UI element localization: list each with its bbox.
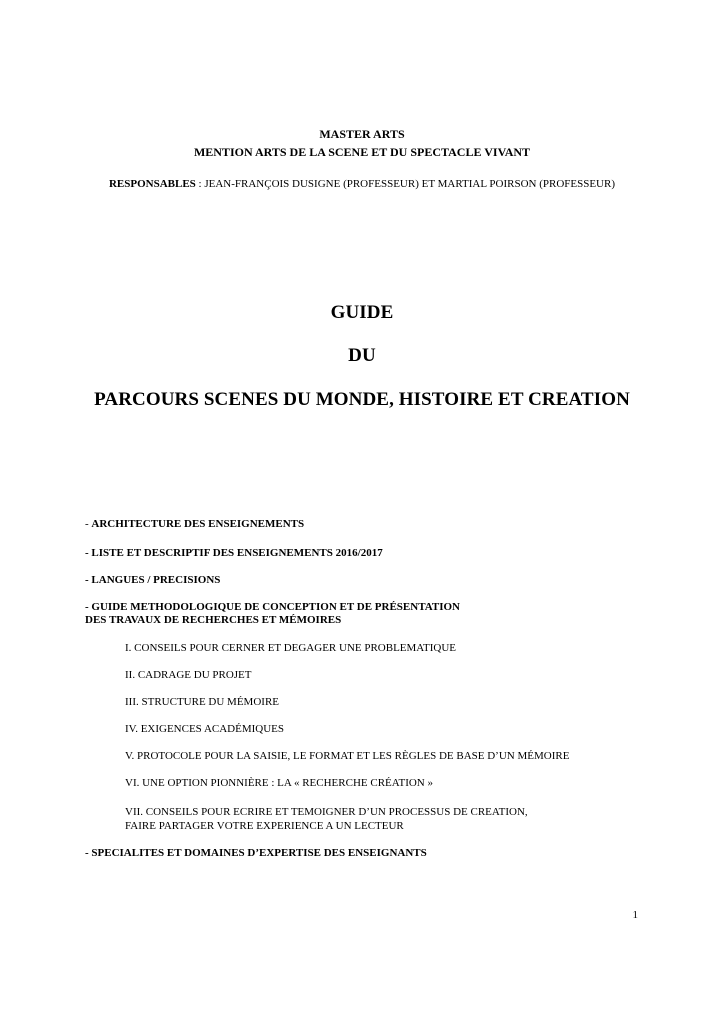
responsables-text: : JEAN-FRANÇOIS DUSIGNE (PROFESSEUR) ET MARTIAL POIRSON (PROFESSEUR) xyxy=(195,178,616,190)
responsables-line xyxy=(0,178,724,190)
toc-subitem-7-line1: VII. CONSEILS POUR ECRIRE ET TEMOIGNER D’UN PROCESSUS DE CREATION, xyxy=(125,806,528,818)
toc-item-specialites: - SPECIALITES ET DOMAINES D’EXPERTISE DES ENSEIGNANTS xyxy=(85,847,427,859)
toc-subitem-3: III. STRUCTURE DU MÉMOIRE xyxy=(125,696,279,708)
responsables-label: RESPONSABLES xyxy=(108,178,196,190)
page-number: 1 xyxy=(632,909,638,921)
title-guide: GUIDE xyxy=(330,302,394,323)
toc-item-guide-line1: - GUIDE METHODOLOGIQUE DE CONCEPTION ET DE PRÉSENTATION xyxy=(85,601,460,613)
toc-item-guide-line2: DES TRAVAUX DE RECHERCHES ET MÉMOIRES xyxy=(85,614,342,626)
toc-subitem-5: V. PROTOCOLE POUR LA SAISIE, LE FORMAT ET LES RÈGLES DE BASE D’UN MÉMOIRE xyxy=(125,750,570,762)
title-du: DU xyxy=(348,345,376,366)
toc-item-liste: - LISTE ET DESCRIPTIF DES ENSEIGNEMENTS 2016/2017 xyxy=(85,547,383,559)
toc-item-architecture xyxy=(85,518,304,530)
toc-subitem-4: IV. EXIGENCES ACADÉMIQUES xyxy=(125,723,284,735)
toc-item-architecture-label: ARCHITECTURE DES ENSEIGNEMENTS xyxy=(91,518,305,530)
toc-item-langues: - LANGUES / PRECISIONS xyxy=(85,574,221,586)
header-mention: MENTION ARTS DE LA SCENE ET DU SPECTACLE VIVANT xyxy=(193,145,531,159)
header-master-arts: MASTER ARTS xyxy=(319,127,405,141)
toc-subitem-7-line2: FAIRE PARTAGER VOTRE EXPERIENCE A UN LECTEUR xyxy=(125,820,404,832)
toc-subitem-6: VI. UNE OPTION PIONNIÈRE : LA « RECHERCHE CRÉATION » xyxy=(125,777,433,789)
toc-subitem-2: II. CADRAGE DU PROJET xyxy=(125,669,252,681)
toc-dash: - xyxy=(85,518,92,530)
toc-subitem-1: I. CONSEILS POUR CERNER ET DEGAGER UNE PROBLEMATIQUE xyxy=(125,642,457,654)
title-parcours: PARCOURS SCENES DU MONDE, HISTOIRE ET CREATION xyxy=(94,389,630,410)
